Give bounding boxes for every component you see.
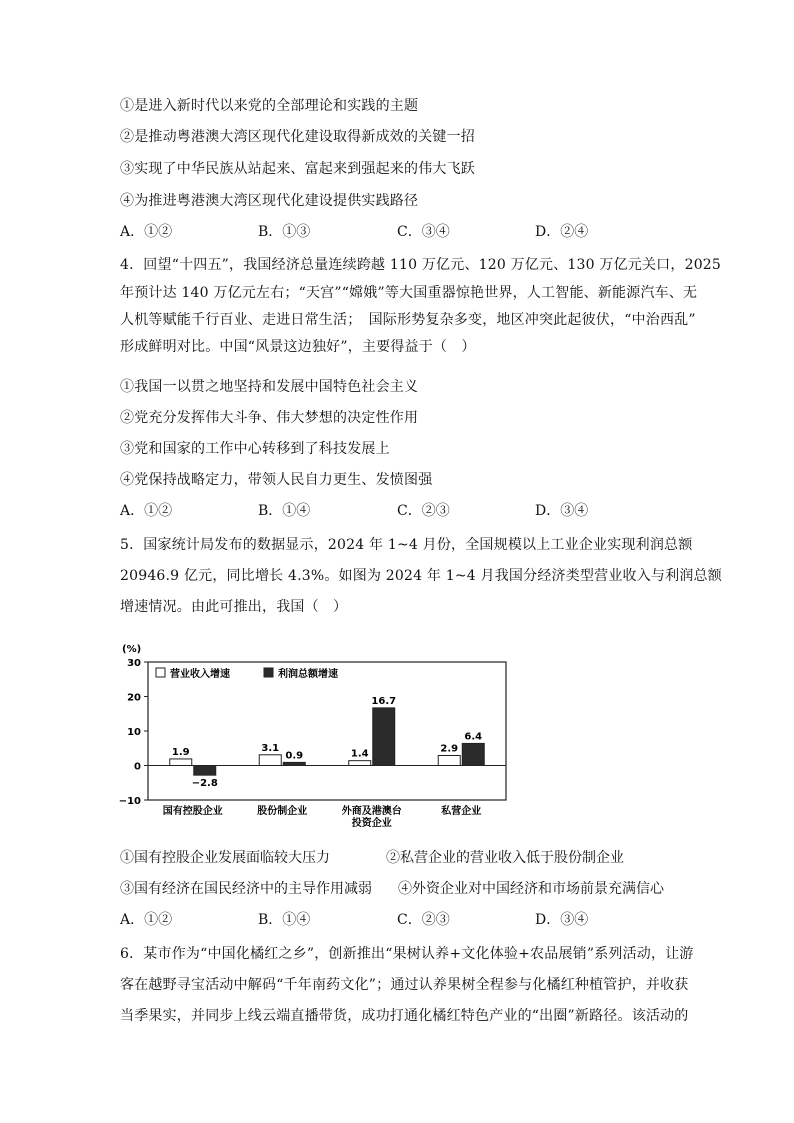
q5-choice-b[interactable]: B．①④ [258, 912, 311, 928]
bar-1-3 [462, 743, 484, 765]
y-tick-label: −10 [118, 796, 141, 807]
y-axis-unit: (%) [122, 644, 142, 655]
q5-choice-d[interactable]: D．③④ [535, 912, 589, 928]
bar-1-1 [283, 762, 305, 765]
q5-item-4: ④外资企业对中国经济和市场前景充满信心 [398, 881, 664, 897]
q5-stem-line-3: 增速情况。由此可推出，我国（ ） [120, 599, 348, 615]
data-label-0-1: 3.1 [261, 742, 280, 754]
q4-stem-line-3: 人机等赋能千行百业、走进日常生活； 国际形势复杂多变，地区冲突此起彼伏，“中治西乱” [120, 312, 696, 328]
bar-0-0 [170, 759, 192, 766]
y-tick-label: 0 [134, 761, 141, 773]
q4-choice-a[interactable]: A．①② [120, 503, 173, 519]
category-label-2: 投资企业 [351, 818, 392, 829]
q6-stem-line-2: 客在越野寻宝活动中解码“千年南药文化”；通过认养果树全程参与化橘红种植管护，并收获 [120, 977, 689, 993]
q4-item-2: ②党充分发挥伟大斗争、伟大梦想的决定性作用 [120, 410, 419, 426]
q4-item-1: ①我国一以贯之地坚持和发展中国特色社会主义 [120, 379, 419, 395]
category-label-0: 国有控股企业 [162, 806, 223, 817]
bar-1-2 [373, 708, 395, 766]
data-label-1-0: −2.8 [191, 778, 218, 790]
q3-item-3: ③实现了中华民族从站起来、富起来到强起来的伟大飞跃 [120, 161, 475, 177]
category-label-3: 私营企业 [441, 806, 482, 817]
data-label-1-2: 16.7 [371, 695, 397, 707]
q3-item-1: ①是进入新时代以来党的全部理论和实践的主题 [120, 98, 419, 114]
q6-stem-line-3: 当季果实，并同步上线云端直播带货，成功打通化橘红特色产业的“出圈”新路径。该活动的 [120, 1008, 689, 1024]
q4-stem-line-2: 年预计达 140 万亿元左右；“天宫”“嫦娥”等大国重器惊艳世界，人工智能、新能源汽车、无 [120, 285, 698, 301]
legend-swatch-0 [156, 668, 165, 677]
y-tick-label: 20 [127, 692, 141, 704]
q4-item-3: ③党和国家的工作中心转移到了科技发展上 [120, 441, 390, 457]
q5-stem-line-2: 20946.9 亿元，同比增长 4.3%。如图为 2024 年 1~4 月我国分经济类型营业收入与利润总额 [120, 568, 722, 584]
bar-0-3 [438, 755, 460, 765]
data-label-0-0: 1.9 [171, 746, 190, 758]
q4-choice-c[interactable]: C．②③ [397, 503, 450, 519]
bar-1-0 [194, 766, 216, 776]
y-tick-label: 30 [127, 658, 141, 669]
bar-0-2 [349, 761, 371, 766]
data-label-1-1: 0.9 [285, 750, 304, 762]
q5-item-3: ③国有经济在国民经济中的主导作用减弱 [120, 881, 372, 897]
q3-item-4: ④为推进粤港澳大湾区现代化建设提供实践路径 [120, 193, 419, 209]
q4-stem-line-1: 4．回望“十四五”，我国经济总量连续跨越 110 万亿元、120 万亿元、130 万亿元关口，2025 [120, 257, 722, 273]
q3-choice-c[interactable]: C．③④ [397, 224, 450, 240]
q6-stem-line-1: 6．某市作为“中国化橘红之乡”，创新推出“果树认养+文化体验+农品展销”系列活动，让游 [120, 946, 694, 962]
data-label-0-3: 2.9 [440, 743, 459, 755]
profit-revenue-growth-chart [118, 640, 518, 830]
q5-item-2: ②私营企业的营业收入低于股份制企业 [386, 850, 624, 866]
legend-label-1: 利润总额增速 [278, 669, 338, 680]
q3-choice-b[interactable]: B．①③ [258, 224, 311, 240]
y-tick-label: 10 [127, 727, 141, 738]
category-label-1: 股份制企业 [257, 806, 308, 817]
category-label-2: 外商及港澳台 [341, 806, 402, 817]
q5-choice-c[interactable]: C．②③ [397, 912, 450, 928]
q4-choice-b[interactable]: B．①④ [258, 503, 311, 519]
q4-stem-line-4: 形成鲜明对比。中国“风景这边独好”，主要得益于（ ） [120, 339, 476, 355]
data-label-1-3: 6.4 [464, 731, 483, 743]
q3-item-2: ②是推动粤港澳大湾区现代化建设取得新成效的关键一招 [120, 129, 475, 145]
legend-swatch-1 [264, 668, 273, 677]
q3-choice-a[interactable]: A．①② [120, 224, 173, 240]
data-label-0-2: 1.4 [350, 748, 369, 760]
q5-choice-a[interactable]: A．①② [120, 912, 173, 928]
q4-choice-d[interactable]: D．③④ [535, 503, 589, 519]
q5-item-1: ①国有控股企业发展面临较大压力 [120, 850, 330, 866]
q3-choice-d[interactable]: D．②④ [535, 224, 589, 240]
q5-stem-line-1: 5．国家统计局发布的数据显示，2024 年 1~4 月份，全国规模以上工业企业实现利润总额 [120, 537, 693, 553]
q4-item-4: ④党保持战略定力，带领人民自力更生、发愤图强 [120, 472, 433, 488]
legend-label-0: 营业收入增速 [170, 669, 230, 680]
bar-0-1 [259, 755, 281, 766]
